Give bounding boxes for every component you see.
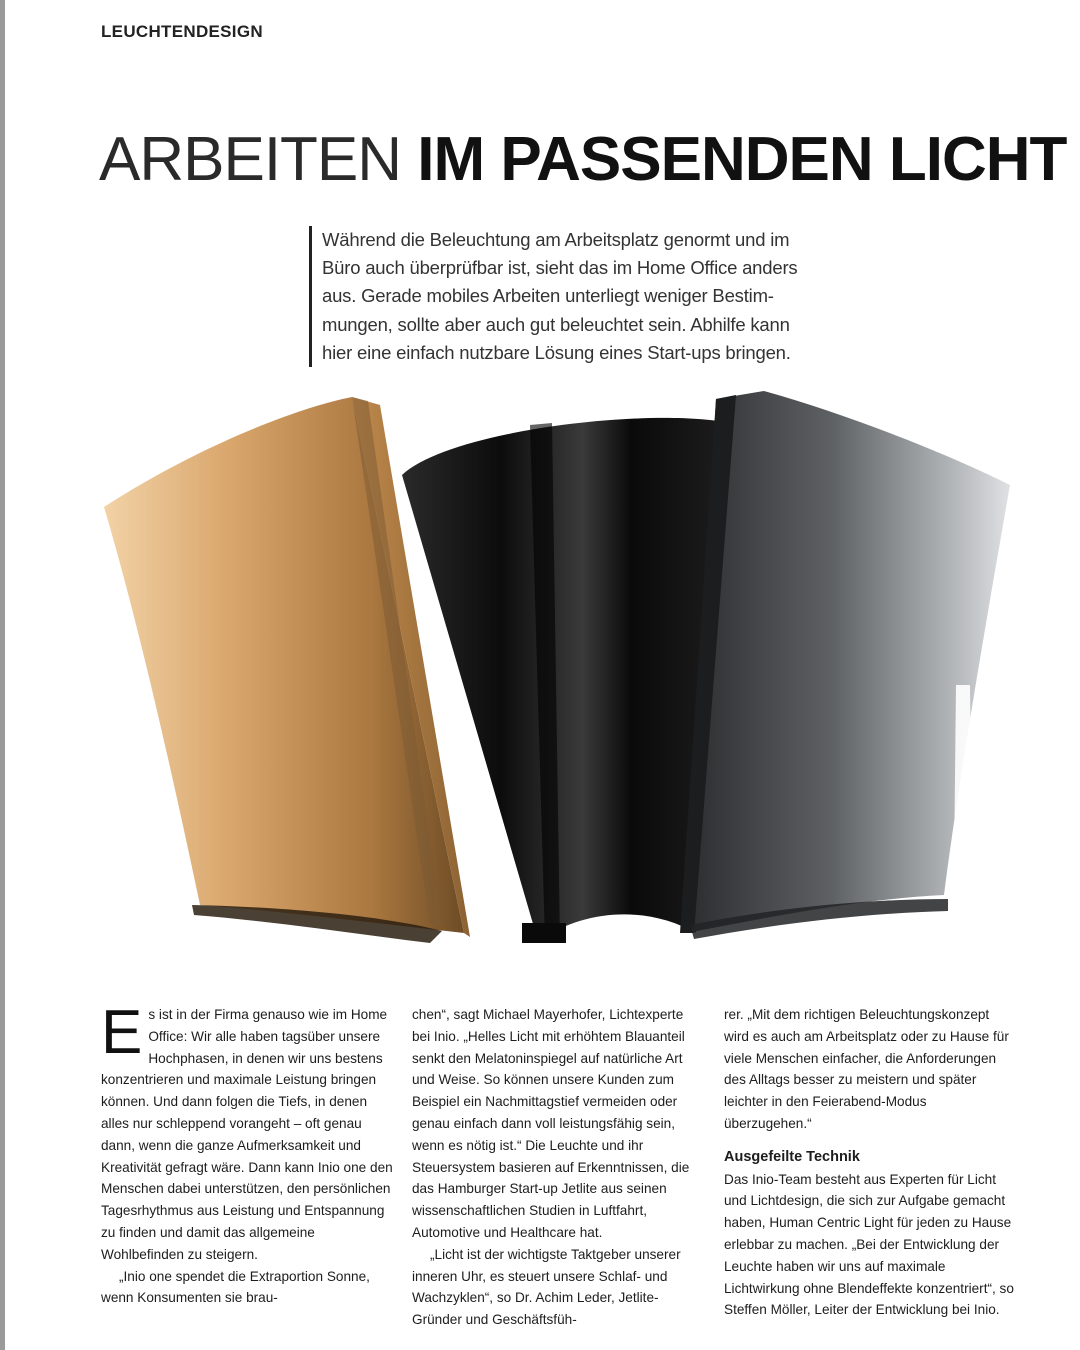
subheading: Ausgefeilte Technik (724, 1148, 860, 1165)
headline-light: ARBEITEN (99, 125, 402, 194)
article-headline (99, 124, 1066, 196)
headline-bold: IM PASSENDEN LICHT (417, 125, 1067, 194)
body-paragraph: Das Inio-Team besteht aus Experten für Licht und Lichtdesign, die sich zur Aufgabe gemacht haben, Human Centric Light für jeden zu Hause erlebbar zu machen. „Bei der Entwicklung der Leuchte haben wir uns auf maximale Lichtwirkung ohne Blendeffekte konzentriert“, so Steffen Möller, Leiter der Entwicklung bei Inio. (724, 1171, 1014, 1318)
body-paragraph: s ist in der Firma genauso wie im Home Office: Wir alle haben tagsüber unsere Hochphasen, in denen wir uns bestens konzentrieren und maximale Leistung bringen können. Und dann folgen die Tiefs, in denen alles nur schleppend vorangeht – oft genau dann, wenn die ganze Aufmerksamkeit und Kreativität gefragt wäre. Dann kann Inio one den Menschen dabei unterstützen, den persönlichen Tagesrhythmus aus Leistung und Entspannung zu finden und damit das allgemeine Wohlbefinden zu steigern. (101, 1007, 393, 1262)
lead-line: aus. Gerade mobiles Arbeiten unterliegt weniger Bestim- (322, 285, 774, 307)
body-paragraph: „Inio one spendet die Extraportion Sonne, wenn Konsumenten sie brau- (101, 1268, 370, 1306)
drop-cap: E (101, 998, 143, 1067)
lead-line: Büro auch überprüfbar ist, sieht das im Home Office anders (322, 257, 798, 279)
lead-paragraph (309, 226, 862, 367)
lead-line: Während die Beleuchtung am Arbeitsplatz genormt und im (322, 229, 790, 250)
body-paragraph: „Licht ist der wichtigste Taktgeber unserer inneren Uhr, es steuert unsere Schlaf- und Wachzyklen“, so Dr. Achim Leder, Jetlite-Gründer und Geschäftsfüh- (412, 1246, 681, 1328)
lead-line: mungen, sollte aber auch gut beleuchtet sein. Abhilfe kann (322, 313, 790, 335)
text-column-2 (412, 1004, 704, 1331)
section-label: LEUCHTENDESIGN (101, 22, 263, 41)
page-edge-shadow (0, 0, 5, 1350)
text-column-3 (724, 1004, 1016, 1321)
body-paragraph: rer. „Mit dem richtigen Beleuchtungskonzept wird es auch am Arbeitsplatz oder zu Hause für viele Menschen einfacher, die Anforderungen des Alltags besser zu meistern und später leichter in den Feierabend-Modus überzugehen.“ (724, 1007, 1009, 1131)
lamp-grey (680, 391, 1010, 939)
lead-line: hier eine einfach nutzbare Lösung eines Start-ups bringen. (322, 341, 791, 363)
body-paragraph: chen“, sagt Michael Mayerhofer, Lichtexperte bei Inio. „Helles Licht mit erhöhtem Blauanteil senkt den Melatoninspiegel auf natürliche Art und Weise. So können unsere Kunden zum Beispiel ein Nachmittagstief vermeiden oder genau einfach dann voll leistungsfähig sein, wenn es nötig ist.“ Die Leuchte und ihr Steuersystem basieren auf Erkenntnissen, die das Hamburger Start-up Jetlite aus seinen wissenschaftlichen Studien in Luftfahrt, Automotive und Healthcare hat. (412, 1007, 690, 1240)
text-column-1 (101, 998, 393, 1309)
product-photo (90, 385, 1030, 960)
